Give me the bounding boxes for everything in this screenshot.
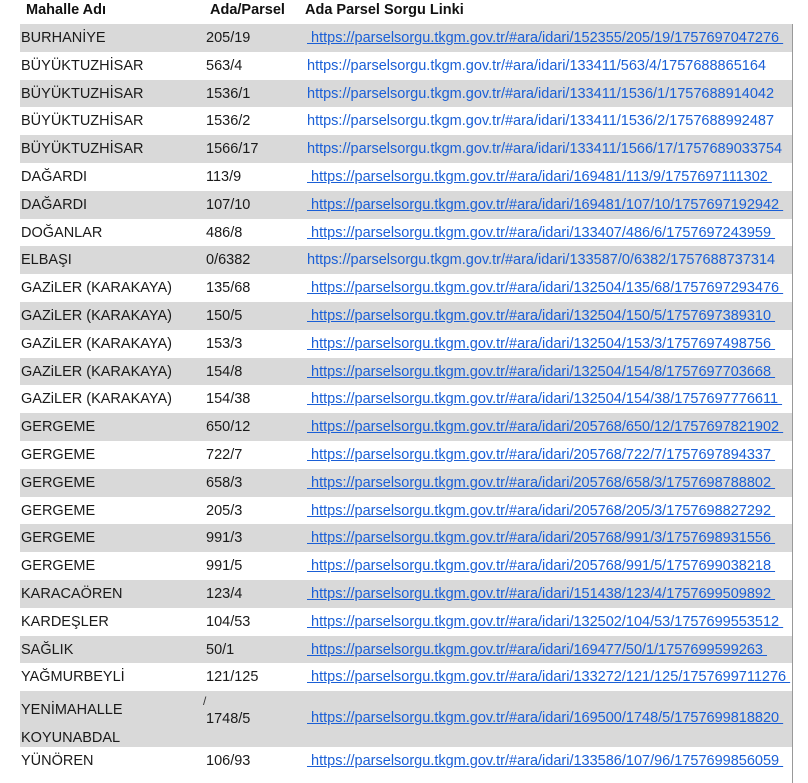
parcel-query-link[interactable]: https://parselsorgu.tkgm.gov.tr/#ara/idari/205768/650/12/1757697821902 <box>307 419 784 436</box>
link-cell <box>307 475 775 491</box>
link-cell <box>307 30 783 46</box>
table-row <box>20 663 793 691</box>
mahalle-cell: SAĞLIK <box>21 641 74 658</box>
table-row <box>20 691 793 747</box>
mahalle-cell: KARDEŞLER <box>21 613 109 630</box>
parcel-query-link[interactable]: https://parselsorgu.tkgm.gov.tr/#ara/idari/132504/154/38/1757697776611 <box>307 391 783 408</box>
table-row <box>20 497 793 525</box>
mahalle-cell: DAĞARDI <box>21 196 88 213</box>
mahalle-line-1: YENİMAHALLE <box>21 702 123 719</box>
table-row <box>20 524 793 552</box>
table-row <box>20 24 793 52</box>
mahalle-cell: GAZiLER (KARAKAYA) <box>21 280 172 297</box>
stray-slash-mark: / <box>203 694 207 709</box>
link-cell <box>307 419 783 435</box>
link-cell <box>307 141 782 157</box>
link-cell <box>307 391 782 407</box>
ada-parsel-cell: 104/53 <box>206 613 251 630</box>
table-row <box>20 608 793 636</box>
mahalle-cell: GERGEME <box>21 530 96 547</box>
mahalle-cell: GAZiLER (KARAKAYA) <box>21 391 172 408</box>
table-row <box>20 636 793 664</box>
parcel-query-link[interactable]: https://parselsorgu.tkgm.gov.tr/#ara/idari/133411/1536/2/1757688992487 <box>307 113 775 130</box>
ada-parsel-cell: 1748/5 <box>206 711 251 728</box>
ada-parsel-cell: 722/7 <box>206 446 243 463</box>
ada-parsel-cell: 650/12 <box>206 419 251 436</box>
ada-parsel-cell: 991/5 <box>206 558 243 575</box>
ada-parsel-cell: 1536/1 <box>206 85 251 102</box>
mahalle-cell: GERGEME <box>21 474 96 491</box>
mahalle-cell: ELBAŞI <box>21 252 72 269</box>
ada-parsel-cell: 107/10 <box>206 196 251 213</box>
mahalle-cell: KARACAÖREN <box>21 585 123 602</box>
table-row <box>20 135 793 163</box>
parcel-query-link[interactable]: https://parselsorgu.tkgm.gov.tr/#ara/idari/152355/205/19/1757697047276 <box>307 30 784 46</box>
mahalle-line-2: KOYUNABDAL <box>21 730 121 747</box>
ada-parsel-cell: 0/6382 <box>206 252 251 269</box>
ada-parsel-cell: 205/3 <box>206 502 243 519</box>
link-cell <box>307 710 783 726</box>
mahalle-cell: YAĞMURBEYLİ <box>21 669 125 686</box>
table-row <box>20 552 793 580</box>
parcel-query-link[interactable]: https://parselsorgu.tkgm.gov.tr/#ara/idari/169477/50/1/1757699599263 <box>307 641 768 658</box>
header-ada-parsel: Ada/Parsel <box>210 2 285 18</box>
parcel-query-link[interactable]: https://parselsorgu.tkgm.gov.tr/#ara/idari/133587/0/6382/1757688737314 <box>307 252 776 269</box>
parcel-query-link[interactable]: https://parselsorgu.tkgm.gov.tr/#ara/idari/133586/107/96/1757699856059 <box>307 753 784 770</box>
parcel-query-link[interactable]: https://parselsorgu.tkgm.gov.tr/#ara/idari/205768/991/5/1757699038218 <box>307 558 776 575</box>
ada-parsel-cell: 50/1 <box>206 641 235 658</box>
table-row <box>20 469 793 497</box>
ada-parsel-cell: 106/93 <box>206 753 251 770</box>
parcel-query-link[interactable]: https://parselsorgu.tkgm.gov.tr/#ara/idari/133411/563/4/1757688865164 <box>307 57 766 74</box>
link-cell <box>307 252 775 268</box>
link-cell <box>307 614 783 630</box>
ada-parsel-cell: 154/38 <box>206 391 251 408</box>
table-row <box>20 302 793 330</box>
table-body <box>0 24 808 775</box>
link-cell <box>307 336 775 352</box>
mahalle-cell: GERGEME <box>21 419 96 436</box>
parcel-query-link[interactable]: https://parselsorgu.tkgm.gov.tr/#ara/idari/205768/991/3/1757698931556 <box>307 530 776 547</box>
mahalle-cell: GERGEME <box>21 558 96 575</box>
mahalle-cell: GAZiLER (KARAKAYA) <box>21 307 172 324</box>
table-right-border <box>792 24 793 783</box>
parcel-query-link[interactable]: https://parselsorgu.tkgm.gov.tr/#ara/idari/132504/153/3/1757697498756 <box>307 335 776 352</box>
mahalle-cell: BÜYÜKTUZHİSAR <box>21 141 144 158</box>
link-cell <box>307 586 775 602</box>
ada-parsel-cell: 121/125 <box>206 669 259 686</box>
mahalle-cell: BÜYÜKTUZHİSAR <box>21 57 144 74</box>
parcel-query-link[interactable]: https://parselsorgu.tkgm.gov.tr/#ara/idari/151438/123/4/1757699509892 <box>307 585 776 602</box>
link-cell <box>307 558 775 574</box>
header-link: Ada Parsel Sorgu Linki <box>305 2 464 18</box>
mahalle-cell <box>21 696 123 752</box>
ada-parsel-cell: 150/5 <box>206 307 243 324</box>
parcel-query-link[interactable]: https://parselsorgu.tkgm.gov.tr/#ara/idari/133407/486/6/1757697243959 <box>307 224 776 241</box>
link-cell <box>307 503 775 519</box>
link-cell <box>307 225 775 241</box>
mahalle-cell: BÜYÜKTUZHİSAR <box>21 85 144 102</box>
parcel-query-link[interactable]: https://parselsorgu.tkgm.gov.tr/#ara/idari/169500/1748/5/1757699818820 <box>307 710 784 727</box>
parcel-query-link[interactable]: https://parselsorgu.tkgm.gov.tr/#ara/idari/132502/104/53/1757699553512 <box>307 613 784 630</box>
table-row <box>20 219 793 247</box>
link-cell <box>307 280 783 296</box>
ada-parsel-cell: 563/4 <box>206 57 243 74</box>
ada-parsel-cell: 154/8 <box>206 363 243 380</box>
link-cell <box>307 753 783 769</box>
ada-parsel-cell: 205/19 <box>206 30 251 46</box>
ada-parsel-cell: 153/3 <box>206 335 243 352</box>
table-row <box>20 330 793 358</box>
parcel-query-link[interactable]: https://parselsorgu.tkgm.gov.tr/#ara/idari/169481/107/10/1757697192942 <box>307 196 784 213</box>
mahalle-cell: BURHANİYE <box>21 30 106 46</box>
ada-parsel-cell: 658/3 <box>206 474 243 491</box>
parcel-query-link[interactable]: https://parselsorgu.tkgm.gov.tr/#ara/idari/169481/113/9/1757697111302 <box>307 168 772 185</box>
parcel-query-link[interactable]: https://parselsorgu.tkgm.gov.tr/#ara/idari/205768/205/3/1757698827292 <box>307 502 776 519</box>
mahalle-cell: GERGEME <box>21 446 96 463</box>
ada-parsel-cell: 1566/17 <box>206 141 259 158</box>
parcel-query-link[interactable]: https://parselsorgu.tkgm.gov.tr/#ara/idari/205768/722/7/1757697894337 <box>307 446 776 463</box>
table-row <box>20 274 793 302</box>
link-cell <box>307 113 774 129</box>
ada-parsel-cell: 123/4 <box>206 585 243 602</box>
table-row <box>20 246 793 274</box>
ada-parsel-cell: 1536/2 <box>206 113 251 130</box>
table-row <box>20 52 793 80</box>
table-row <box>20 747 793 775</box>
table-row <box>20 385 793 413</box>
parcel-query-link[interactable]: https://parselsorgu.tkgm.gov.tr/#ara/idari/132504/135/68/1757697293476 <box>307 280 784 297</box>
table-row <box>20 413 793 441</box>
mahalle-cell: GAZiLER (KARAKAYA) <box>21 363 172 380</box>
parcel-query-link[interactable]: https://parselsorgu.tkgm.gov.tr/#ara/idari/205768/658/3/1757698788802 <box>307 474 776 491</box>
mahalle-cell: DAĞARDI <box>21 168 88 185</box>
table-row <box>20 107 793 135</box>
link-cell <box>307 447 775 463</box>
table-header-row <box>0 0 808 24</box>
parcel-query-link[interactable]: https://parselsorgu.tkgm.gov.tr/#ara/idari/132504/150/5/1757697389310 <box>307 307 776 324</box>
mahalle-cell: DOĞANLAR <box>21 224 103 241</box>
table-row <box>20 358 793 386</box>
link-cell <box>307 58 766 74</box>
link-cell <box>307 364 775 380</box>
link-cell <box>307 197 783 213</box>
mahalle-cell: BÜYÜKTUZHİSAR <box>21 113 144 130</box>
ada-parsel-cell: 991/3 <box>206 530 243 547</box>
parcel-query-link[interactable]: https://parselsorgu.tkgm.gov.tr/#ara/idari/133272/121/125/1757699711276 <box>307 669 791 686</box>
link-cell <box>307 669 790 685</box>
mahalle-cell: GERGEME <box>21 502 96 519</box>
link-cell <box>307 86 774 102</box>
link-cell <box>307 642 767 658</box>
header-mahalle: Mahalle Adı <box>26 2 107 18</box>
mahalle-cell: GAZiLER (KARAKAYA) <box>21 335 172 352</box>
parcel-query-link[interactable]: https://parselsorgu.tkgm.gov.tr/#ara/idari/132504/154/8/1757697703668 <box>307 363 776 380</box>
parcel-query-link[interactable]: https://parselsorgu.tkgm.gov.tr/#ara/idari/133411/1536/1/1757688914042 <box>307 85 775 102</box>
link-cell <box>307 530 775 546</box>
table-row <box>20 80 793 108</box>
ada-parsel-cell: 486/8 <box>206 224 243 241</box>
link-cell <box>307 169 772 185</box>
mahalle-cell: YÜNÖREN <box>21 753 94 770</box>
table-row <box>20 191 793 219</box>
ada-parsel-cell: 113/9 <box>206 168 242 185</box>
ada-parsel-cell: 135/68 <box>206 280 251 297</box>
table-row <box>20 163 793 191</box>
table-row <box>20 441 793 469</box>
parcel-query-link[interactable]: https://parselsorgu.tkgm.gov.tr/#ara/idari/133411/1566/17/1757689033754 <box>307 141 783 158</box>
link-cell <box>307 308 775 324</box>
table-row <box>20 580 793 608</box>
